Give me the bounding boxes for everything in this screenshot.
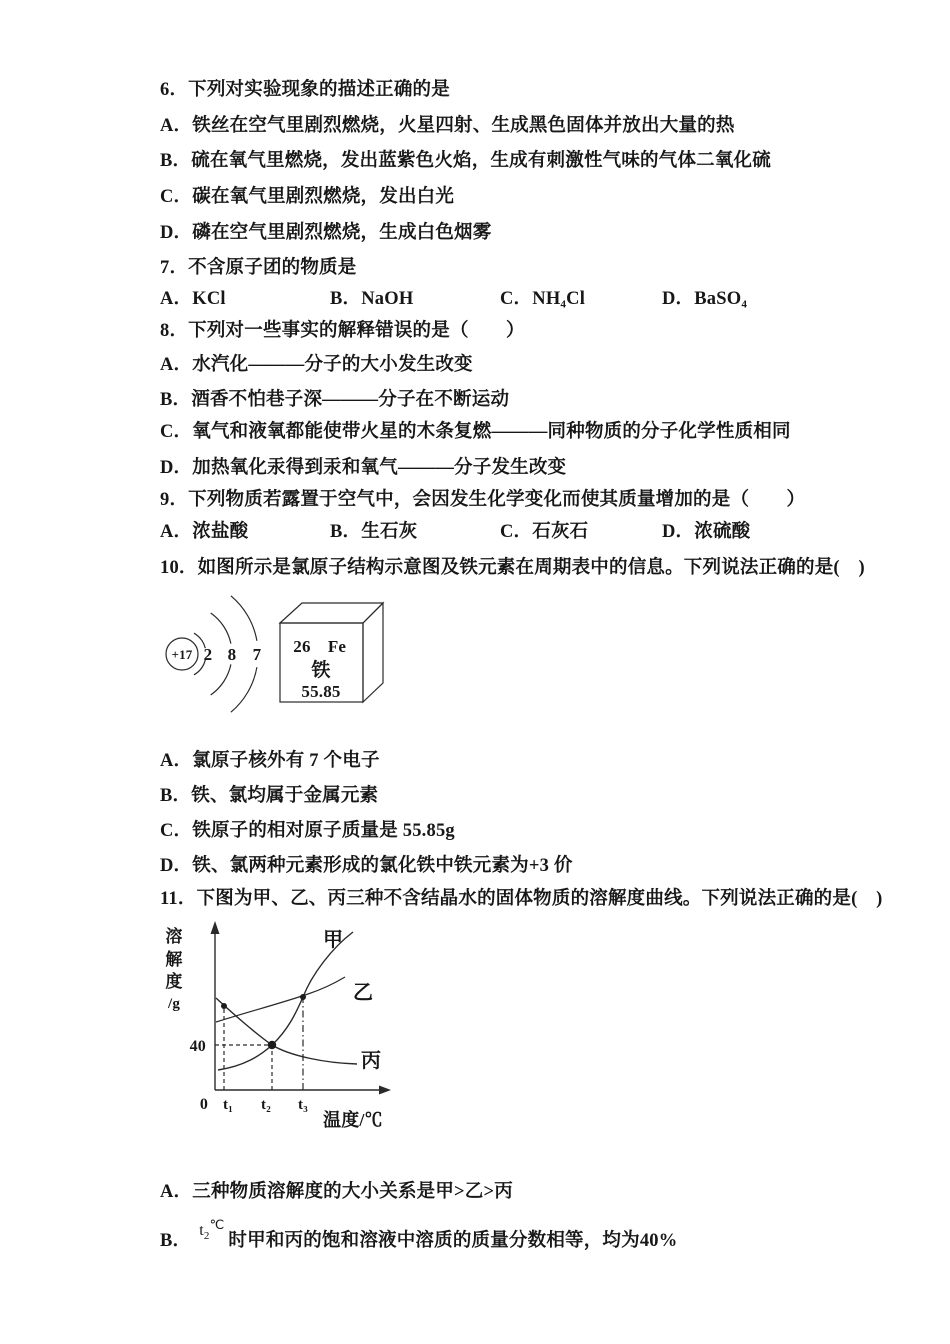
ylabel-unit: /g: [167, 996, 181, 1012]
question-7-stem: 7．不含原子团的物质是: [160, 258, 357, 278]
question-6-stem: 6．下列对实验现象的描述正确的是: [160, 80, 450, 100]
question-11-option-b: [160, 1217, 678, 1259]
question-10-stem: 10．如图所示是氯原子结构示意图及铁元素在周期表中的信息。下列说法正确的是( ): [160, 558, 865, 578]
xlabel: 温度/℃: [323, 1110, 383, 1130]
curve-label-jia: 甲: [323, 929, 344, 951]
shell-2-electrons: 8: [227, 645, 237, 664]
element-name-label: 铁: [311, 660, 331, 681]
question-7-option-a: A．KCl: [160, 289, 226, 309]
question-6-option-d: D．磷在空气里剧烈燃烧，生成白色烟雾: [160, 223, 492, 243]
question-10-option-c: C．铁原子的相对原子质量是 55.85g: [160, 821, 455, 841]
question-10-option-a: A．氯原子核外有 7 个电子: [160, 751, 380, 771]
question-9-option-d: D．浓硫酸: [662, 522, 751, 542]
question-6-option-c: C．碳在氧气里剧烈燃烧，发出白光: [160, 187, 455, 207]
x-tick-t2: t₂: [261, 1097, 271, 1113]
question-9-option-b: B．生石灰: [330, 522, 418, 542]
question-8-option-c: C．氧气和液氧都能使带火星的木条复燃———同种物质的分子化学性质相同: [160, 422, 791, 442]
question-6-option-b: B．硫在氧气里燃烧，发出蓝紫色火焰，生成有刺激性气味的气体二氧化硫: [160, 151, 771, 171]
question-8-stem: 8．下列对一些事实的解释错误的是（ ）: [160, 321, 525, 341]
question-9-option-a: A．浓盐酸: [160, 522, 249, 542]
iron-element-tile: [275, 598, 390, 708]
question-8-option-d: D．加热氧化汞得到汞和氧气———分子发生改变: [160, 458, 567, 478]
curve-label-yi: 乙: [353, 982, 374, 1004]
curve-label-bing: 丙: [361, 1050, 382, 1072]
cube-right-face: [363, 603, 383, 702]
question-8-option-b: B．酒香不怕巷子深———分子在不断运动: [160, 390, 510, 410]
question-8-option-a: A．水汽化———分子的大小发生改变: [160, 355, 473, 375]
question-6-option-a: A．铁丝在空气里剧烈燃烧，火星四射、生成黑色固体并放出大量的热: [160, 116, 735, 136]
origin-label: 0: [199, 1096, 209, 1113]
nucleus-charge-label: +17: [171, 647, 193, 662]
shell-1-electrons: 2: [203, 645, 213, 664]
question-7-option-b: B．NaOH: [330, 289, 414, 309]
y-axis-arrow: [211, 921, 220, 934]
question-10-option-b: B．铁、氯均属于金属元素: [160, 786, 379, 806]
question-7-option-d: D．BaSO₄: [662, 289, 748, 309]
cube-top-face: [280, 603, 383, 623]
question-11-stem: 11．下图为甲、乙、丙三种不含结晶水的固体物质的溶解度曲线。下列说法正确的是( ): [160, 889, 883, 909]
y-tick-40: 40: [189, 1038, 206, 1055]
x-tick-t1: t₁: [223, 1097, 233, 1113]
element-symbol-label: Fe: [327, 637, 347, 656]
question-10-option-d: D．铁、氯两种元素形成的氯化铁中铁元素为+3 价: [160, 856, 573, 876]
question-7-option-c: C．NH₄Cl: [500, 289, 586, 309]
point-t3-on-jia: [300, 994, 306, 1000]
x-tick-t3: t₃: [298, 1097, 308, 1113]
t2-celsius-formula: $t_2^℃$: [199, 1217, 225, 1243]
ylabel-char-2: 解: [165, 950, 183, 969]
point-t2-jia-bing-intersection: [268, 1041, 276, 1049]
x-axis-arrow: [379, 1086, 391, 1095]
atomic-number-label: 26: [293, 637, 311, 656]
solubility-curve-chart: [160, 918, 405, 1146]
ylabel-char-1: 溶: [165, 927, 183, 946]
relative-mass-label: 55.85: [301, 682, 341, 701]
question-9-option-c: C．石灰石: [500, 522, 589, 542]
question-9-stem: 9．下列物质若露置于空气中，会因发生化学变化而使其质量增加的是（ ）: [160, 490, 806, 510]
ylabel-char-3: 度: [165, 972, 183, 991]
option-b-text: 时甲和丙的饱和溶液中溶质的质量分数相等，均为40%: [228, 1231, 678, 1251]
shell-3-electrons: 7: [252, 645, 262, 664]
curve-bing: [216, 998, 357, 1064]
point-t1-on-bing: [221, 1003, 227, 1009]
question-11-option-a: A．三种物质溶解度的大小关系是甲>乙>丙: [160, 1182, 513, 1202]
option-b-label: B．: [160, 1231, 192, 1251]
